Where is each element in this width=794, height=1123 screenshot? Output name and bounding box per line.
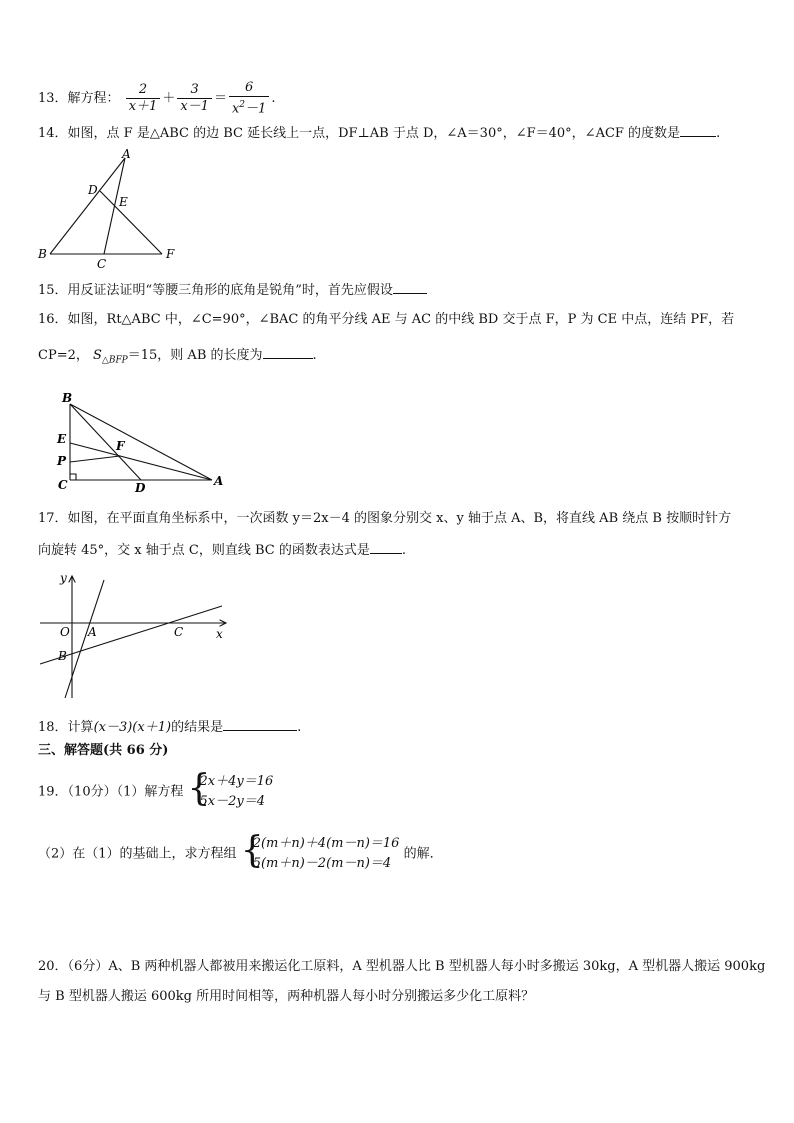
q18-number: 18． bbox=[38, 720, 68, 735]
fig17-label-a: A bbox=[88, 625, 97, 639]
q19-score: （10分） bbox=[67, 784, 117, 800]
q16-number: 16． bbox=[38, 312, 68, 327]
q18-text-2: 的结果是 bbox=[171, 720, 224, 735]
q16-answer-blank[interactable] bbox=[263, 346, 313, 359]
fig16-line-ea bbox=[70, 443, 212, 480]
q19-system-2: { 2(m＋n)＋4(m－n)＝16 5(m＋n)－2(m－n)＝4 bbox=[241, 834, 400, 874]
q18-end: . bbox=[297, 720, 302, 735]
q17-text-2: 向旋转 45°，交 x 轴于点 C，则直线 BC 的函数表达式是 bbox=[38, 543, 370, 558]
figure-17 bbox=[36, 568, 236, 700]
q19-part2-end: 的解． bbox=[403, 846, 443, 862]
question-19-part-2 bbox=[38, 830, 443, 874]
q13-fraction-2: $\frac{3}{x-1}$ bbox=[177, 82, 212, 115]
figure-14 bbox=[36, 148, 186, 270]
q19-system-1: { 2x＋4y＝16 5x－2y＝4 bbox=[188, 772, 274, 812]
fig14-line-df bbox=[100, 191, 162, 254]
fig14-label-a: A bbox=[122, 148, 131, 161]
fig17-label-c: C bbox=[174, 625, 184, 639]
question-18 bbox=[38, 718, 301, 737]
q19-system-1-row-2: 5x－2y＝4 bbox=[199, 794, 266, 809]
q18-text: 计算 bbox=[67, 720, 94, 735]
fig14-line-ba bbox=[50, 158, 125, 254]
fig16-right-angle-mark bbox=[70, 474, 76, 480]
q16-text-1: 如图，Rt△ABC 中，∠C=90°，∠BAC 的角平分线 AE 与 AC 的中线 BD 交于点 F，P 为 CE 中点，连结 PF，若 bbox=[67, 312, 735, 327]
fig17-label-x: x bbox=[216, 627, 223, 641]
q15-answer-blank[interactable] bbox=[393, 281, 427, 294]
fig17-line-ab bbox=[65, 580, 104, 698]
q18-expression: (x－3)(x＋1) bbox=[93, 720, 172, 735]
fig16-label-f: F bbox=[116, 439, 125, 453]
question-20-line-1 bbox=[38, 958, 765, 976]
q19-system-2-row-1: 2(m＋n)＋4(m－n)＝16 bbox=[252, 836, 400, 851]
q13-equals: ＝ bbox=[213, 91, 227, 107]
question-15 bbox=[38, 281, 427, 300]
fig16-line-ba bbox=[70, 404, 212, 480]
q13-fraction-1: $\frac{2}{x+1}$ bbox=[126, 82, 161, 115]
q17-answer-blank[interactable] bbox=[370, 541, 402, 554]
q16-end: . bbox=[312, 348, 317, 363]
q16-text-2a: CP=2， bbox=[38, 348, 89, 363]
q15-text: 用反证法证明“等腰三角形的底角是锐角”时，首先应假设 bbox=[67, 283, 393, 298]
question-13 bbox=[38, 80, 275, 117]
q19-system-1-row-1: 2x＋4y＝16 bbox=[199, 774, 274, 789]
fig16-line-bd bbox=[70, 404, 141, 480]
question-14 bbox=[38, 124, 720, 143]
question-17-line-2 bbox=[38, 541, 406, 560]
q14-number: 14． bbox=[38, 126, 68, 141]
q13-number: 13． bbox=[38, 91, 68, 107]
q20-text-1: A、B 两种机器人都被用来搬运化工原料，A 型机器人比 B 型机器人每小时多搬运 30kg，A 型机器人搬运 900kg bbox=[108, 959, 766, 974]
q16-text-2b: ＝15，则 AB 的长度为 bbox=[127, 348, 263, 363]
fig16-line-pf bbox=[70, 456, 120, 462]
q14-text: 如图，点 F 是△ABC 的边 BC 延长线上一点，DF⊥AB 于点 D，∠A＝30°，∠F＝40°，∠ACF 的度数是 bbox=[67, 126, 681, 141]
section-3-heading: 三、解答题(共 66 分) bbox=[38, 743, 169, 758]
q17-number: 17． bbox=[38, 511, 68, 526]
q19-number: 19． bbox=[38, 784, 68, 800]
q13-fraction-3: $\frac{6}{x^2-1}$ bbox=[229, 80, 269, 117]
q15-number: 15． bbox=[38, 283, 68, 298]
q20-score: （6分） bbox=[67, 959, 109, 974]
q13-text: 解方程： bbox=[67, 91, 120, 107]
fig14-label-e: E bbox=[119, 195, 128, 209]
fig14-label-d: D bbox=[88, 183, 98, 197]
q14-answer-blank[interactable] bbox=[680, 124, 716, 137]
fig17-label-b: B bbox=[58, 649, 67, 663]
fig16-label-d: D bbox=[135, 481, 146, 495]
question-20-line-2 bbox=[38, 988, 534, 1006]
q20-number: 20． bbox=[38, 959, 68, 974]
fig17-label-o: O bbox=[60, 625, 70, 639]
fig16-label-b: B bbox=[62, 391, 73, 405]
q18-answer-blank[interactable] bbox=[223, 718, 297, 731]
q17-text-1: 如图，在平面直角坐标系中，一次函数 y＝2x－4 的图象分别交 x、y 轴于点 A、B，将直线 AB 绕点 B 按顺时针方 bbox=[67, 511, 732, 526]
fig16-label-c: C bbox=[58, 478, 68, 492]
question-16-line-2 bbox=[38, 346, 317, 370]
fig16-label-a: A bbox=[214, 474, 224, 488]
q17-end: . bbox=[401, 543, 406, 558]
q13-end: . bbox=[271, 91, 276, 107]
fig16-label-e: E bbox=[57, 432, 67, 446]
fig14-label-b: B bbox=[38, 247, 47, 261]
fig16-label-p: P bbox=[57, 454, 67, 468]
fig14-label-f: F bbox=[166, 247, 175, 261]
q16-area-symbol: $S_{\triangle BFP}$ bbox=[93, 348, 128, 366]
q19-part2-text: （2）在（1）的基础上，求方程组 bbox=[38, 846, 237, 862]
question-16-line-1 bbox=[38, 311, 734, 329]
q13-plus: ＋ bbox=[162, 91, 176, 107]
q20-text-2: 与 B 型机器人搬运 600kg 所用时间相等，两种机器人每小时分别搬运多少化工原料？ bbox=[38, 989, 535, 1004]
fig14-label-c: C bbox=[97, 257, 107, 270]
figure-16 bbox=[50, 388, 230, 496]
q14-end: . bbox=[716, 126, 721, 141]
question-19-part-1 bbox=[38, 768, 274, 812]
fig17-label-y: y bbox=[60, 571, 67, 585]
question-17-line-1 bbox=[38, 510, 731, 528]
q19-part1-text: （1）解方程 bbox=[116, 784, 184, 800]
q19-system-2-row-2: 5(m＋n)－2(m－n)＝4 bbox=[252, 856, 392, 871]
